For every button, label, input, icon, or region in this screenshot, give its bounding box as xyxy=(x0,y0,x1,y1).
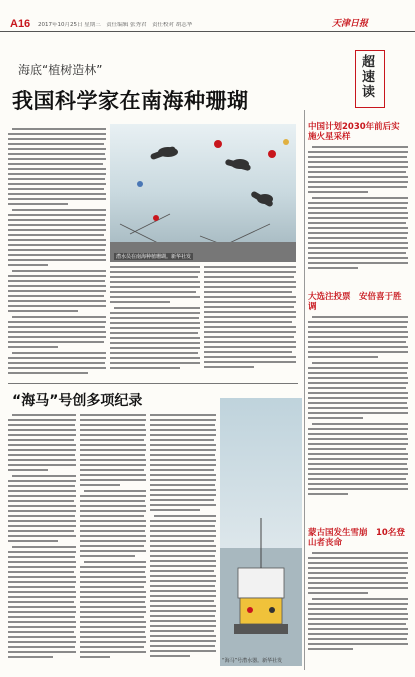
second-headline: “海马”号创多项纪录 xyxy=(12,393,143,409)
haima-rov-photo xyxy=(220,398,302,666)
body-text-lines-2b xyxy=(80,414,146,664)
brief-3-text-lines xyxy=(308,552,408,662)
body-text-lines-mid xyxy=(110,266,200,374)
main-headline: 我国科学家在南海种珊瑚 xyxy=(12,89,249,113)
body-text-lines-right xyxy=(204,266,296,374)
brief-title: 大选注投票 安倍喜于胜调 xyxy=(308,292,402,312)
brief-1-text-lines xyxy=(308,146,408,276)
second-article-body-right xyxy=(150,414,216,664)
main-article-body-middle xyxy=(110,266,200,374)
page-code: A16 xyxy=(10,18,31,30)
brief-2-text-lines xyxy=(308,316,408,506)
header-rule xyxy=(0,31,415,32)
main-article-body-left xyxy=(8,128,106,380)
sidebar-divider xyxy=(304,110,305,670)
second-article-body-left xyxy=(8,414,76,664)
coral-planting-photo xyxy=(110,124,296,262)
body-text-lines xyxy=(8,128,106,380)
header-info: 2017年10月25日 星期三 责任编辑 张秀君 责任校对 胡志华 xyxy=(38,22,193,28)
newspaper-logo: 天津日报 xyxy=(332,19,369,29)
photo-caption: 潜水员在南海种植珊瑚。新华社发 xyxy=(116,254,192,260)
section-divider xyxy=(8,383,298,384)
sidebar-brief-3 xyxy=(308,528,408,668)
header xyxy=(0,0,415,40)
sidebar-brief-2 xyxy=(308,292,408,512)
column-label-box xyxy=(355,50,385,108)
rov-image xyxy=(220,398,302,666)
body-text-lines-2a xyxy=(8,414,76,664)
brief-title: 蒙古国发生雪崩 10名登山者丧命 xyxy=(308,528,405,548)
brief-title: 中国计划2030年前后实施火星采样 xyxy=(308,122,400,142)
second-article-body-mid xyxy=(80,414,146,664)
body-text-lines-2c xyxy=(150,414,216,664)
sidebar-brief-1 xyxy=(308,122,408,280)
main-article-body-right xyxy=(204,266,296,374)
column-label: 超速读 xyxy=(362,55,376,100)
main-kicker: 海底“植树造林” xyxy=(18,63,103,77)
rov-photo-caption: “海马”号潜水器。新华社发 xyxy=(222,658,283,664)
underwater-scene-image xyxy=(110,124,296,262)
